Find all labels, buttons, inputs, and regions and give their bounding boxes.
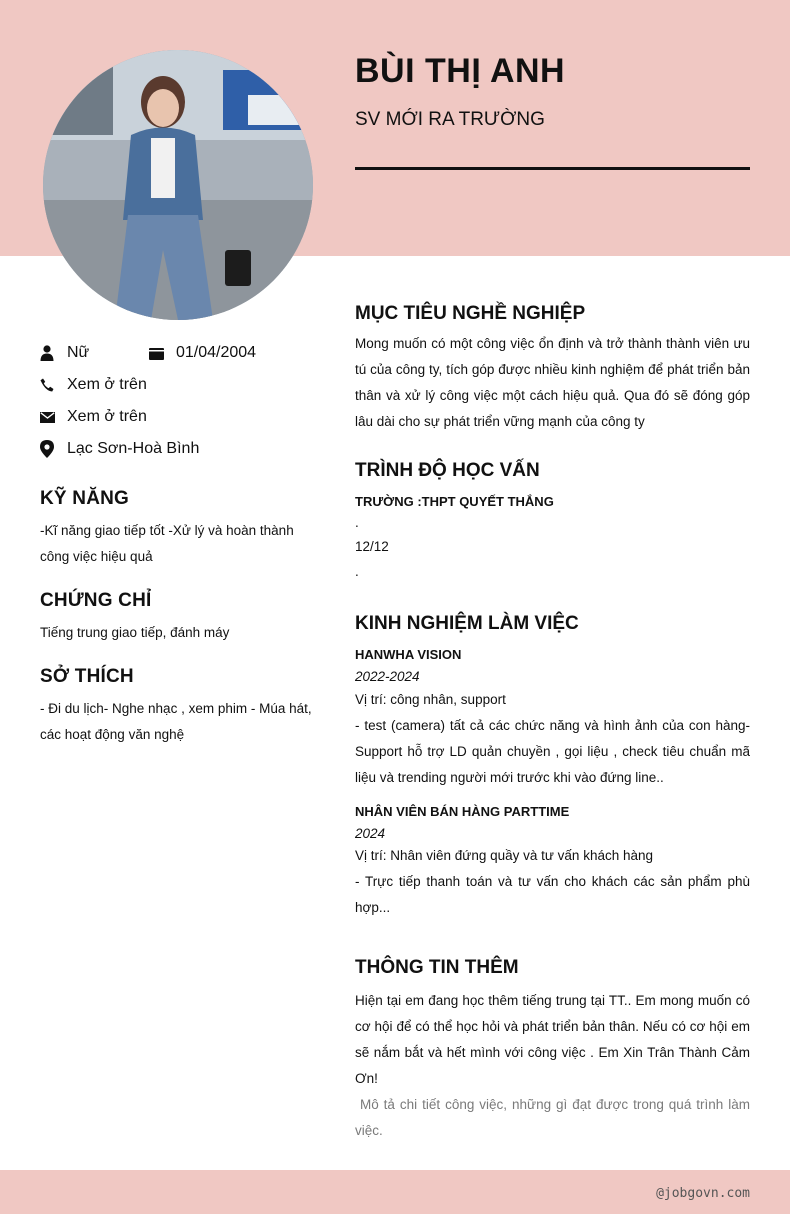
job-position: Vị trí: công nhân, support bbox=[355, 692, 506, 707]
email-value: Xem ở trên bbox=[67, 408, 147, 425]
job-period: 2024 bbox=[355, 826, 386, 841]
certificates-text: Tiếng trung giao tiếp, đánh máy bbox=[40, 625, 230, 640]
job-company: HANWHA VISION bbox=[355, 647, 462, 662]
phone-value: Xem ở trên bbox=[67, 376, 147, 393]
hobbies-text: - Đi du lịch- Nghe nhạc , xem phim - Múa hát, các hoạt động văn nghệ bbox=[40, 701, 312, 742]
job-description: - test (camera) tất cả các chức năng và hình ảnh của con hàng- Support hỗ trợ LD quản chuyền , gọi liệu , check tiêu chuẩn mã liệu và trending người mới trước khi vào đứng line.. bbox=[355, 718, 750, 785]
job-position: Vị trí: Nhân viên đứng quầy và tư vấn khách hàng bbox=[355, 848, 654, 863]
calendar-icon bbox=[149, 347, 176, 360]
contact-email bbox=[40, 406, 147, 428]
additional-info-placeholder: Mô tả chi tiết công việc, những gì đạt được trong quá trình làm việc. bbox=[355, 1097, 754, 1138]
additional-info-section bbox=[355, 957, 754, 1144]
profile-photo bbox=[43, 50, 313, 320]
education-grade: 12/12 bbox=[355, 539, 389, 554]
skills-title: KỸ NĂNG bbox=[40, 488, 130, 509]
education-school: TRƯỜNG :THPT QUYẾT THẮNG bbox=[355, 494, 554, 509]
candidate-role: SV MỚI RA TRƯỜNG bbox=[355, 109, 545, 130]
certificates-section bbox=[40, 590, 325, 646]
contact-birthday bbox=[149, 342, 256, 364]
experience-section bbox=[355, 613, 750, 921]
person-icon bbox=[40, 345, 67, 361]
education-title: TRÌNH ĐỘ HỌC VẤN bbox=[355, 460, 540, 481]
education-dot-1: . bbox=[355, 515, 359, 530]
contact-phone bbox=[40, 374, 147, 396]
hobbies-section bbox=[40, 666, 325, 748]
address-value: Lạc Sơn-Hoà Bình bbox=[67, 440, 200, 457]
job-entry bbox=[355, 804, 750, 921]
candidate-name: BÙI THỊ ANH bbox=[355, 52, 566, 90]
additional-info-title: THÔNG TIN THÊM bbox=[355, 957, 519, 978]
objective-text: Mong muốn có một công việc ổn định và trở thành thành viên ưu tú của công ty, tích góp được nhiều kinh nghiệm để phát triển bản thân và xử lý công việc một cách hiệu quả. Qua đó sẽ đóng góp lâu dài cho sự phát triển vững mạnh của công ty bbox=[355, 336, 750, 429]
education-dot-2: . bbox=[355, 564, 359, 579]
contact-address bbox=[40, 438, 199, 460]
mail-icon bbox=[40, 412, 67, 423]
objective-title: MỤC TIÊU NGHỀ NGHIỆP bbox=[355, 303, 586, 324]
skills-text: -Kĩ năng giao tiếp tốt -Xử lý và hoàn thành công việc hiệu quả bbox=[40, 523, 294, 564]
job-entry bbox=[355, 647, 750, 791]
phone-icon bbox=[40, 378, 67, 392]
footer-brand: @jobgovn.com bbox=[656, 1186, 750, 1201]
education-section bbox=[355, 460, 750, 585]
job-description: - Trực tiếp thanh toán và tư vấn cho khách các sản phẩm phù hợp... bbox=[355, 874, 750, 915]
title-divider bbox=[355, 167, 750, 170]
birthday-value: 01/04/2004 bbox=[176, 344, 257, 361]
skills-section bbox=[40, 488, 325, 570]
gender-value: Nữ bbox=[67, 344, 90, 361]
hobbies-title: SỞ THÍCH bbox=[40, 666, 134, 687]
objective-section bbox=[355, 303, 750, 435]
contact-gender bbox=[40, 342, 89, 364]
location-pin-icon bbox=[40, 440, 67, 458]
certificates-title: CHỨNG CHỈ bbox=[40, 590, 152, 611]
experience-title: KINH NGHIỆM LÀM VIỆC bbox=[355, 613, 579, 634]
additional-info-text: Hiện tại em đang học thêm tiếng trung tại TT.. Em mong muốn có cơ hội để có thể học hỏi và phát triển bản thân. Nếu có cơ hội em sẽ nắm bắt và hết mình với công việc . Em Xin Trân Thành Cảm Ơn! bbox=[355, 993, 750, 1086]
job-period: 2022-2024 bbox=[355, 669, 420, 684]
job-company: NHÂN VIÊN BÁN HÀNG PARTTIME bbox=[355, 804, 570, 819]
